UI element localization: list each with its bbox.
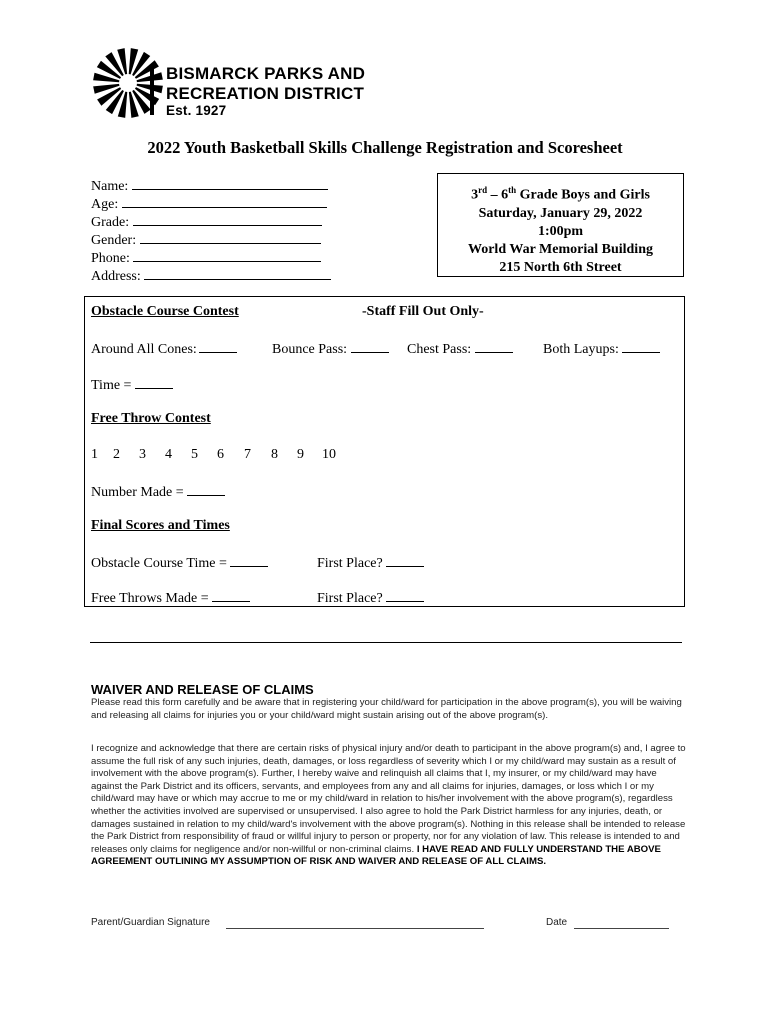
address-line[interactable] [144, 266, 331, 280]
name-field[interactable] [91, 176, 328, 196]
chest-pass-field[interactable]: Chest Pass: [407, 340, 513, 358]
age-line[interactable] [122, 194, 327, 208]
around-cones-field[interactable]: Around All Cones: [91, 340, 237, 358]
first-place-field-2[interactable]: First Place? [317, 589, 424, 607]
time-field[interactable]: Time = [91, 376, 173, 394]
waiver-title: WAIVER AND RELEASE OF CLAIMS [91, 682, 314, 697]
free-throw-attempt-2[interactable]: 2 [113, 447, 120, 462]
free-throw-attempt-1[interactable]: 1 [91, 447, 98, 462]
grade-field[interactable] [91, 212, 322, 232]
event-venue: World War Memorial Building [467, 241, 653, 257]
document-title: 2022 Youth Basketball Skills Challenge Registration and Scoresheet [147, 138, 623, 157]
waiver-intro-paragraph: Please read this form carefully and be aware that in registering your child/ward for participation in the above program(s), you will be waiving and releasing all claims for injuries you or your child/ward might sustain arising out of the above program(s). [91, 697, 682, 721]
free-throw-heading: Free Throw Contest [91, 411, 211, 426]
final-scores-heading: Final Scores and Times [91, 518, 230, 533]
free-throw-attempt-4[interactable]: 4 [165, 447, 172, 462]
name-label: Name: [91, 179, 129, 194]
signature-line[interactable] [226, 928, 484, 929]
free-throw-attempt-7[interactable]: 7 [244, 447, 251, 462]
event-date: Saturday, January 29, 2022 [478, 205, 643, 221]
obstacle-time-field[interactable]: Obstacle Course Time = [91, 554, 268, 572]
first-place-field-1[interactable]: First Place? [317, 554, 424, 572]
sunburst-logo-icon [92, 47, 164, 119]
address-field[interactable] [91, 266, 331, 286]
event-address: 215 North 6th Street [499, 259, 622, 275]
waiver-acknowledgement: I HAVE READ AND FULLY UNDERSTAND THE ABOVE AGREEMENT OUTLINING MY ASSUMPTION OF RISK AND WAIVER AND RELEASE OF ALL CLAIMS. [91, 843, 661, 868]
staff-only-note: -Staff Fill Out Only- [362, 304, 484, 319]
age-label: Age: [91, 197, 119, 212]
name-line[interactable] [132, 176, 328, 190]
event-info-box [437, 173, 684, 277]
grade-line[interactable] [133, 212, 322, 226]
free-throw-attempt-3[interactable]: 3 [139, 447, 146, 462]
org-name-line-1: BISMARCK PARKS AND [166, 64, 366, 83]
free-throw-attempt-10[interactable]: 10 [322, 447, 336, 462]
waiver-body-paragraph: I recognize and acknowledge that there are certain risks of physical injury and/or death to participant in the above program(s) and, I agree to assume the full risk of any such injuries, death, damages, or loss regardless of severity which I or my child/ward may sustain as a result of involvement with the above program(s). Further, I hereby waive and relinquish all claims that I, my insurer, or my child/ward may have against the Park District and its officers, servants, and employees from any and all claims for injuries, damages, or loss which I or my child/ward may have or which may accrue to me or my child/ward in relation to his/her involvement with the above program(s), regardless whether the activities involved are supervised or unsupervised. I also agree to hold the Park District harmless for any injuries, death, or damages sustained in relation to my child/ward's involvement with the above program(s). Nothing in this release shall be intended to release the Park District from responsibility of fraud or willful injury to person or property, nor for any violation of law. This release is intended to and releases only claims for negligence and/or non-willful or non-criminal claims. I HAVE READ AND FULLY UNDERSTAND THE ABOVE AGREEMENT OUTLINING MY ASSUMPTION OF RISK AND WAIVER AND RELEASE OF ALL CLAIMS. [91, 743, 686, 868]
bounce-pass-field[interactable]: Bounce Pass: [272, 340, 389, 358]
free-throw-attempt-6[interactable]: 6 [217, 447, 224, 462]
event-time: 1:00pm [537, 223, 584, 239]
free-throw-attempt-5[interactable]: 5 [191, 447, 198, 462]
gender-line[interactable] [140, 230, 321, 244]
signature-label: Parent/Guardian Signature [91, 917, 210, 928]
obstacle-course-heading: Obstacle Course Contest [91, 304, 239, 319]
org-established: Est. 1927 [166, 103, 227, 118]
gender-label: Gender: [91, 233, 137, 248]
date-label: Date [546, 917, 568, 928]
section-divider [90, 642, 682, 643]
free-throw-attempt-9[interactable]: 9 [297, 447, 304, 462]
phone-label: Phone: [91, 251, 130, 266]
free-throw-attempt-8[interactable]: 8 [271, 447, 278, 462]
org-name-line-2: RECREATION DISTRICT [166, 84, 365, 103]
event-grades: 3rd – 6th Grade Boys and Girls [471, 185, 650, 203]
number-made-field[interactable]: Number Made = [91, 483, 225, 501]
both-layups-field[interactable]: Both Layups: [543, 340, 660, 358]
gender-field[interactable] [91, 230, 321, 250]
free-throws-made-field[interactable]: Free Throws Made = [91, 589, 250, 607]
grade-label: Grade: [91, 215, 130, 230]
age-field[interactable] [91, 194, 327, 214]
phone-line[interactable] [133, 248, 321, 262]
address-label: Address: [91, 269, 141, 284]
phone-field[interactable] [91, 248, 321, 268]
date-line[interactable] [574, 928, 669, 929]
